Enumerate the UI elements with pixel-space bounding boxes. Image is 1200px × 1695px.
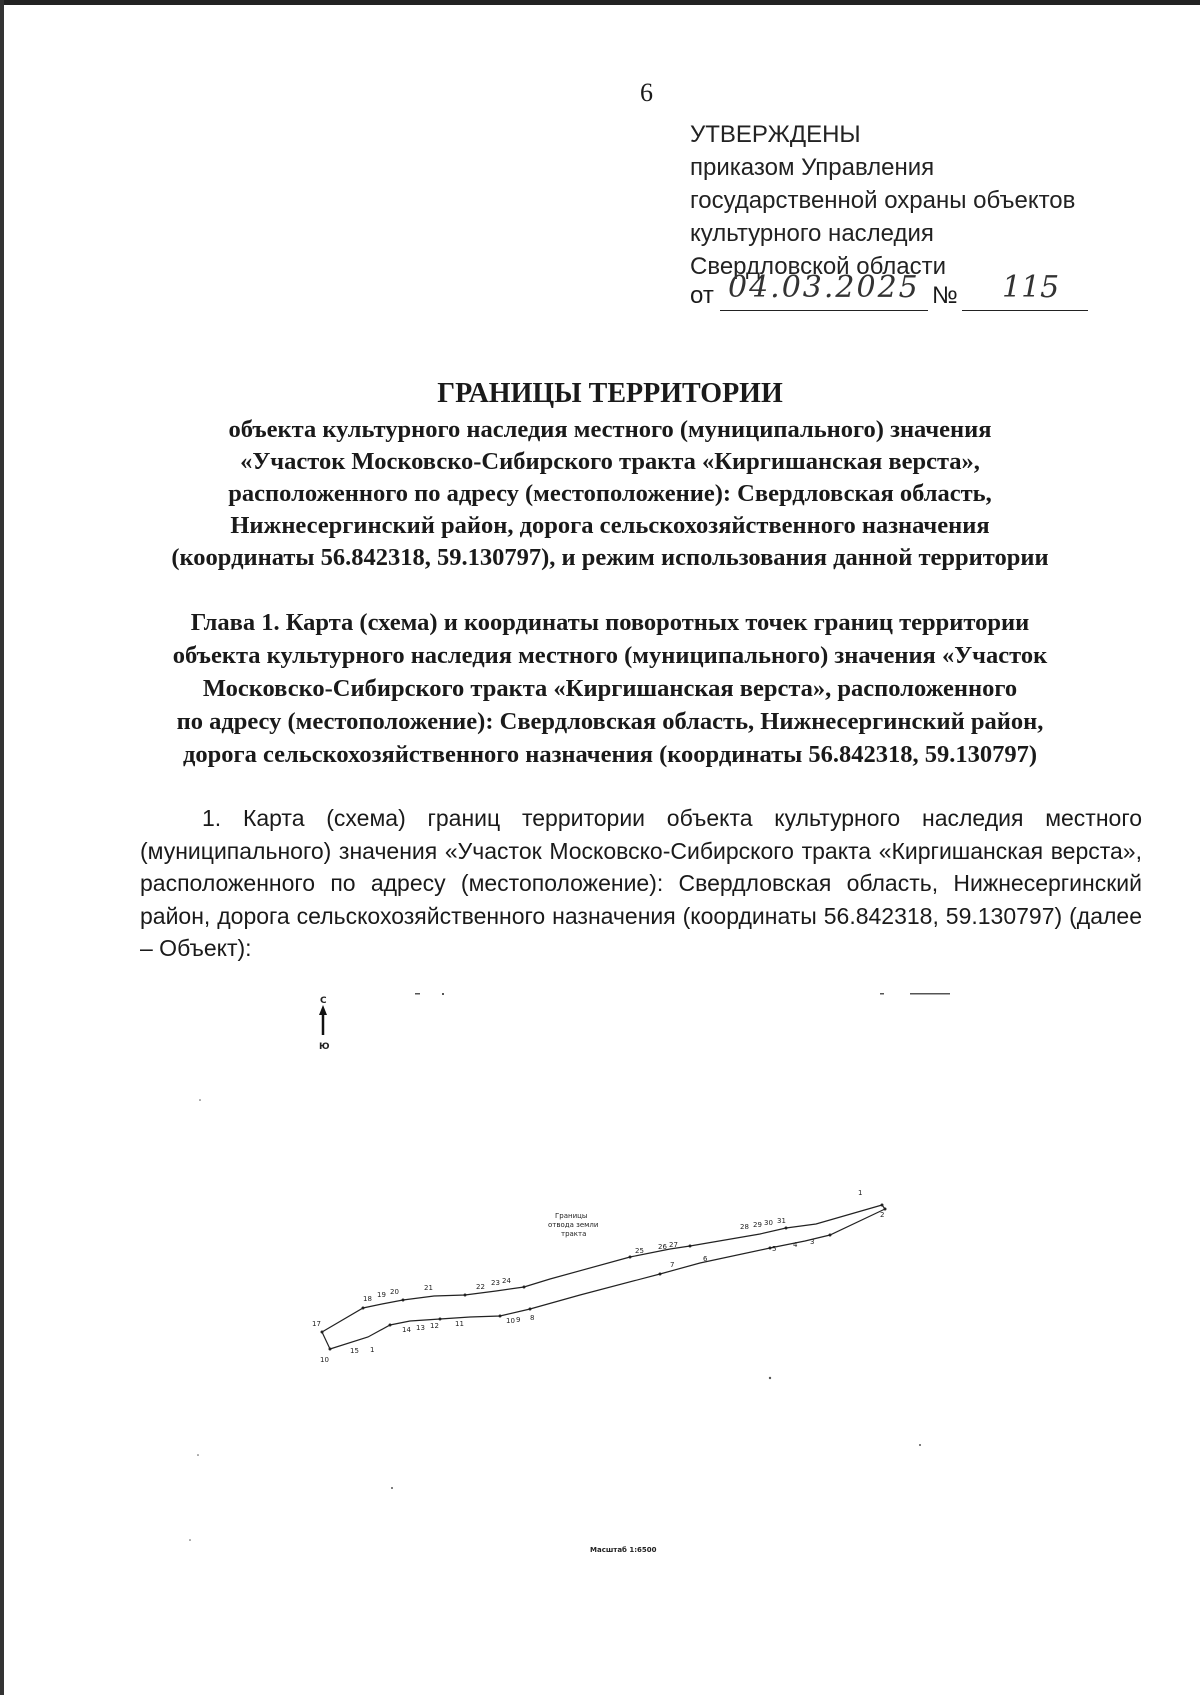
- point-label: 7: [670, 1261, 675, 1269]
- approval-line: приказом Управления: [690, 154, 935, 181]
- number-label: №: [932, 282, 958, 309]
- point-label: 1: [370, 1346, 375, 1354]
- point-label: 12: [430, 1322, 439, 1330]
- title-line: Нижнесергинский район, дорога сельскохозяйственного назначения: [230, 512, 990, 539]
- point-label: 17: [312, 1320, 321, 1328]
- title-main: ГРАНИЦЫ ТЕРРИТОРИИ: [437, 378, 783, 409]
- point-label: 19: [377, 1291, 386, 1299]
- chapter-line: Московско-Сибирского тракта «Киргишанская верста», расположенного: [202, 675, 1018, 702]
- south-label: Ю: [319, 1042, 330, 1052]
- road-label-line: Границы: [555, 1212, 588, 1220]
- road-label-line: тракта: [561, 1230, 587, 1238]
- upper-boundary-line: [322, 1205, 885, 1332]
- title-line: (координаты 56.842318, 59.130797), и режим использования данной территории: [171, 544, 1049, 571]
- chapter-line: дорога сельскохозяйственного назначения (координаты 56.842318, 59.130797): [182, 741, 1038, 768]
- point-label: 25: [635, 1247, 644, 1255]
- point-label: 4: [793, 1241, 798, 1249]
- approval-line: государственной охраны объектов: [690, 187, 1076, 214]
- title-line: объекта культурного наследия местного (муниципального) значения: [228, 416, 992, 443]
- scale-label: Масштаб 1:6500: [590, 1546, 657, 1554]
- order-date-number: [690, 272, 1090, 312]
- page-border-top: [0, 0, 1200, 5]
- point-label: 29: [753, 1221, 762, 1229]
- chapter-line: объекта культурного наследия местного (муниципального) значения «Участок: [172, 642, 1048, 669]
- point-label: 10: [506, 1317, 515, 1325]
- lower-point-labels: [320, 1238, 814, 1364]
- approval-line: культурного наследия: [690, 220, 934, 247]
- scan-specks: [189, 993, 950, 1541]
- document-title: [140, 378, 1080, 574]
- point-label: 10: [320, 1356, 329, 1364]
- upper-point-labels: [312, 1189, 884, 1328]
- approval-heading: УТВЕРЖДЕНЫ: [690, 121, 861, 148]
- approval-block: [690, 118, 1075, 283]
- point-label: 30: [764, 1219, 773, 1227]
- chapter-line: Глава 1. Карта (схема) и координаты поворотных точек границ территории: [190, 609, 1030, 636]
- title-line: «Участок Московско-Сибирского тракта «Киргишанская верста»,: [240, 448, 980, 475]
- point-label: 11: [455, 1320, 464, 1328]
- point-label: 1: [858, 1189, 863, 1197]
- page-border-left: [0, 0, 4, 1695]
- road-label-line: отвода земли: [548, 1221, 599, 1229]
- from-label: от: [690, 282, 714, 309]
- point-label: 5: [772, 1245, 777, 1253]
- point-label: 6: [703, 1255, 708, 1263]
- date-underline: [720, 310, 928, 311]
- point-label: 3: [810, 1238, 815, 1246]
- point-label: 20: [390, 1288, 399, 1296]
- point-label: 22: [476, 1283, 485, 1291]
- point-label: 9: [516, 1316, 521, 1324]
- point-label: 28: [740, 1223, 749, 1231]
- point-label: 15: [350, 1347, 359, 1355]
- point-label: 24: [502, 1277, 511, 1285]
- title-line: расположенного по адресу (местоположение): Свердловская область,: [228, 480, 992, 507]
- point-label: 26: [658, 1243, 667, 1251]
- point-label: 8: [530, 1314, 535, 1322]
- point-label: 21: [424, 1284, 433, 1292]
- paragraph-1: [140, 802, 1142, 965]
- paragraph-text: 1. Карта (схема) границ территории объекта культурного наследия местного (муниципального) значения «Участок Московско-Сибирского тракта «Киргишанская верста», расположенного по адресу (местоположение): Свердловская область, Нижнесергинский район, дорога сельскохозяйственного назначения (координаты 56.842318, 59.130797) (далее – Объект):: [140, 805, 1142, 961]
- handwritten-number: 115: [1002, 270, 1060, 305]
- lower-boundary-line: [330, 1209, 885, 1349]
- north-arrow-icon: [319, 996, 330, 1052]
- point-label: 23: [491, 1279, 500, 1287]
- boundary-map: [180, 985, 1080, 1585]
- point-label: 2: [880, 1211, 885, 1219]
- north-label: С: [320, 996, 327, 1006]
- map-svg: [180, 985, 1080, 1585]
- handwritten-date: 04.03.2025: [728, 270, 920, 305]
- page-number: 6: [640, 78, 653, 107]
- point-label: 14: [402, 1326, 411, 1334]
- point-label: 31: [777, 1217, 786, 1225]
- point-label: 18: [363, 1295, 372, 1303]
- point-label: 13: [416, 1324, 425, 1332]
- number-underline: [962, 310, 1088, 311]
- point-label: 27: [669, 1241, 678, 1249]
- chapter-line: по адресу (местоположение): Свердловская область, Нижнесергинский район,: [176, 708, 1044, 735]
- chapter-heading: [140, 606, 1080, 771]
- approval-line: Свердловской области: [690, 253, 947, 280]
